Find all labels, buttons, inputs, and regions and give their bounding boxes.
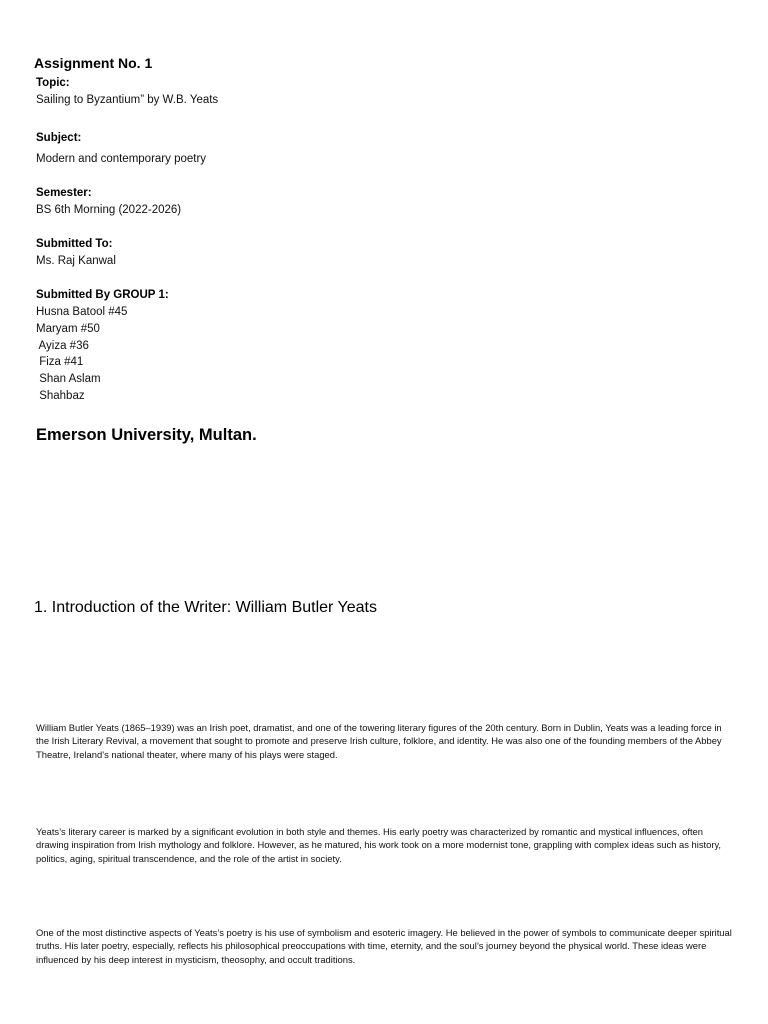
university-name: Emerson University, Multan. [36,426,257,444]
assignment-title: Assignment No. 1 [34,55,153,71]
group-members-list [36,304,127,405]
submitted-by-label: Submitted By GROUP 1: [36,289,169,301]
topic-label: Topic: [36,77,70,89]
paragraph-career: Yeats’s literary career is marked by a significant evolution in both style and themes. His early poetry was characterized by romantic and mystical influences, often drawing inspiration from Irish mythology and folklore. However, as he matured, his work took on a more modernist tone, grappling with complex ideas such as history, politics, aging, spiritual transcendence, and the role of the artist in society. [36,826,722,864]
topic-value: Sailing to Byzantium” by W.B. Yeats [36,94,219,106]
group-member: Shan Aslam [36,373,101,386]
subject-label: Subject: [36,132,82,144]
subject-value: Modern and contemporary poetry [36,153,207,165]
paragraph-intro: William Butler Yeats (1865–1939) was an Irish poet, dramatist, and one of the towering literary figures of the 20th century. Born in Dublin, Yeats was a leading force in the Irish Literary Revival, a movement that sought to promote and preserve Irish culture, folklore, and identity. He was also one of the founding members of the Abbey Theatre, Ireland’s national theater, where many of his plays were staged. [36,722,722,760]
group-member: Ayiza #36 [36,339,89,352]
group-member: Maryam #50 [36,322,100,335]
semester-value: BS 6th Morning (2022-2026) [36,204,182,216]
semester-label: Semester: [36,187,92,199]
group-member: Fiza #41 [36,356,84,369]
section-heading: 1. Introduction of the Writer: William Butler Yeats [34,599,377,616]
submitted-to-value: Ms. Raj Kanwal [36,255,116,267]
group-member: Husna Batool #45 [36,306,128,318]
paragraph-symbolism: One of the most distinctive aspects of Yeats’s poetry is his use of symbolism and esoteric imagery. He believed in the power of symbols to communicate deeper spiritual truths. His later poetry, especially, reflects his philosophical preoccupations with time, eternity, and the soul’s journey beyond the physical world. These ideas were influenced by his deep interest in mysticism, theosophy, and occult traditions. [36,927,732,965]
group-member: Shahbaz [36,389,85,402]
submitted-to-label: Submitted To: [36,238,113,250]
